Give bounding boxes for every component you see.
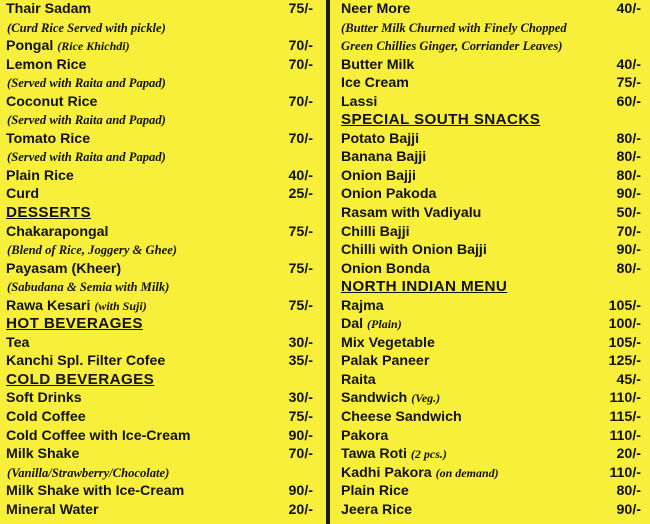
item-name: [341, 371, 376, 390]
item-name-text: Palak Paneer: [341, 353, 430, 370]
menu-item-lassi: [334, 93, 650, 112]
item-price: 70/-: [288, 446, 313, 463]
item-name: [6, 56, 86, 75]
item-price: 70/-: [288, 130, 313, 147]
item-name: [6, 37, 130, 56]
item-name: [341, 389, 440, 408]
item-price: 115/-: [609, 409, 641, 426]
item-name-text: Mix Vegetable: [341, 334, 435, 351]
item-name-text: Dal: [341, 316, 364, 333]
menu-column-left: [0, 0, 326, 519]
menu-item-cheese-sandwich: [334, 408, 650, 427]
column-divider: [326, 0, 330, 524]
item-name-text: Tomato Rice: [6, 130, 91, 147]
item-name: [341, 93, 377, 112]
item-price: 75/-: [288, 1, 313, 17]
item-name-text: Cold Coffee with Ice-Cream: [6, 427, 191, 444]
section-heading-text: NORTH INDIAN MENU: [341, 278, 508, 296]
item-name-text: Onion Pakoda: [341, 186, 437, 203]
menu-item-kadhi-pakora: [334, 464, 650, 483]
section-heading-desserts: [0, 204, 326, 223]
item-price: 70/-: [288, 38, 313, 55]
item-name-text: Pakora: [341, 427, 389, 444]
item-description-text: (Butter Milk Churned with Finely Chopped: [341, 20, 567, 35]
item-name: [341, 185, 436, 204]
item-description: [0, 74, 326, 93]
item-name-text: Neer More: [341, 1, 411, 17]
menu-item-onion-bonda: [334, 260, 650, 279]
item-price: 50/-: [616, 205, 641, 222]
menu-item-milk-shake-with-ice-cream: [0, 482, 326, 501]
item-description: [0, 148, 326, 167]
item-name: [6, 408, 86, 427]
item-name-text: Plain Rice: [341, 483, 409, 500]
menu-item-chilli-bajji: [334, 223, 650, 242]
item-name: [6, 93, 97, 112]
item-price: 20/-: [288, 501, 313, 518]
item-price: 100/-: [608, 316, 641, 333]
item-note: (Veg.): [411, 391, 441, 406]
item-name: [341, 56, 414, 75]
item-name: [341, 315, 402, 334]
item-price: 45/-: [616, 371, 641, 388]
item-note: (2 pcs.): [410, 447, 447, 462]
menu-item-payasam-kheer: [0, 260, 326, 279]
item-name-text: Tawa Roti: [341, 446, 407, 463]
item-name-text: Chilli with Onion Bajji: [341, 242, 487, 259]
item-name: [341, 204, 481, 223]
section-heading-text: DESSERTS: [6, 204, 92, 222]
item-note: (Rice Khichdi): [57, 39, 130, 54]
item-price: 90/-: [288, 427, 313, 444]
menu-item-lemon-rice: [0, 56, 326, 75]
item-description-text: (Vanilla/Strawberry/Chocolate): [7, 465, 170, 480]
section-heading-special-south-snacks: [334, 111, 650, 130]
item-price: 40/-: [616, 56, 641, 73]
item-price: 70/-: [288, 56, 313, 73]
item-price: 70/-: [288, 93, 313, 110]
menu-item-tea: [0, 334, 326, 353]
menu-item-onion-bajji: [334, 167, 650, 186]
item-price: 105/-: [608, 334, 641, 351]
section-heading-text: COLD BEVERAGES: [6, 370, 155, 388]
item-price: 90/-: [616, 501, 641, 518]
item-name: [6, 167, 74, 186]
item-description: [0, 19, 326, 38]
item-price: 80/-: [616, 130, 641, 147]
menu-column-right: [334, 0, 650, 519]
item-name-text: Chilli Bajji: [341, 223, 410, 240]
item-name-text: Jeera Rice: [341, 501, 412, 518]
item-description-text: (Sabudana & Semia with Milk): [7, 280, 170, 295]
item-note: (Plain): [367, 317, 402, 332]
section-heading-text: SPECIAL SOUTH SNACKS: [341, 111, 541, 129]
menu-item-jeera-rice: [334, 501, 650, 520]
menu-item-plain-rice: [0, 167, 326, 186]
item-name: [341, 427, 388, 446]
menu-item-mix-vegetable: [334, 334, 650, 353]
menu-item-thair-sadam: [0, 0, 326, 19]
item-name: [6, 297, 147, 316]
item-name: [6, 501, 99, 520]
item-name-text: Butter Milk: [341, 56, 415, 73]
item-name: [341, 352, 429, 371]
item-description: [0, 464, 326, 483]
item-name-text: Rawa Kesari: [6, 297, 91, 314]
item-price: 90/-: [616, 242, 641, 259]
item-name-text: Banana Bajji: [341, 149, 427, 166]
item-name: [341, 130, 419, 149]
item-name-text: Raita: [341, 371, 376, 388]
item-price: 75/-: [616, 75, 641, 92]
item-name: [6, 260, 121, 279]
item-description-text: (Blend of Rice, Joggery & Ghee): [7, 243, 177, 258]
item-name-text: Curd: [6, 186, 40, 203]
section-heading-hot-beverages: [0, 315, 326, 334]
item-description-text: Green Chillies Ginger, Corriander Leaves): [341, 39, 563, 54]
item-name-text: Cold Coffee: [6, 409, 86, 426]
item-description: [0, 111, 326, 130]
item-price: 75/-: [288, 260, 313, 277]
item-price: 125/-: [608, 353, 641, 370]
item-name: [341, 482, 409, 501]
item-price: 40/-: [616, 1, 641, 17]
item-name-text: Cheese Sandwich: [341, 409, 462, 426]
item-name-text: Potato Bajji: [341, 130, 420, 147]
item-price: 80/-: [616, 483, 641, 500]
menu-item-pakora: [334, 427, 650, 446]
item-name: [341, 501, 412, 520]
menu-item-palak-paneer: [334, 352, 650, 371]
item-price: 75/-: [288, 297, 313, 314]
menu-item-rasam-with-vadiyalu: [334, 204, 650, 223]
item-name: [341, 241, 487, 260]
menu-item-coconut-rice: [0, 93, 326, 112]
menu-item-rawa-kesari: [0, 297, 326, 316]
menu-item-soft-drinks: [0, 389, 326, 408]
item-name-text: Thair Sadam: [6, 1, 92, 17]
menu-item-chilli-with-onion-bajji: [334, 241, 650, 260]
item-description: [334, 37, 650, 56]
menu-item-cold-coffee: [0, 408, 326, 427]
item-name: [6, 0, 91, 19]
item-name: [341, 148, 426, 167]
item-name: [6, 334, 29, 353]
menu-item-banana-bajji: [334, 148, 650, 167]
menu-item-neer-more: [334, 0, 650, 19]
item-note: (on demand): [435, 465, 499, 480]
item-price: 80/-: [616, 260, 641, 277]
menu-item-dal: [334, 315, 650, 334]
item-name-text: Onion Bonda: [341, 260, 431, 277]
menu-item-cold-coffee-with-ice-cream: [0, 427, 326, 446]
menu-item-tomato-rice: [0, 130, 326, 149]
item-name-text: Lemon Rice: [6, 56, 87, 73]
item-price: 80/-: [616, 167, 641, 184]
menu-item-rajma: [334, 297, 650, 316]
item-name-text: Ice Cream: [341, 75, 409, 92]
section-heading-cold-beverages: [0, 371, 326, 390]
item-description-text: (Served with Raita and Papad): [7, 76, 166, 91]
item-name: [341, 167, 416, 186]
item-price: 20/-: [616, 446, 641, 463]
item-price: 70/-: [616, 223, 641, 240]
item-price: 105/-: [608, 297, 641, 314]
item-price: 110/-: [609, 427, 641, 444]
item-price: 25/-: [288, 186, 313, 203]
item-description-text: (Served with Raita and Papad): [7, 113, 166, 128]
item-name: [341, 74, 409, 93]
item-name: [341, 0, 410, 19]
menu-item-milk-shake: [0, 445, 326, 464]
item-name: [6, 223, 109, 242]
item-name: [6, 389, 82, 408]
item-price: 110/-: [609, 464, 641, 481]
item-name: [6, 445, 79, 464]
menu-item-potato-bajji: [334, 130, 650, 149]
item-price: 40/-: [288, 167, 313, 184]
item-price: 30/-: [288, 390, 313, 407]
menu-item-sandwich: [334, 389, 650, 408]
item-name-text: Coconut Rice: [6, 93, 98, 110]
menu-item-pongal: [0, 37, 326, 56]
menu-item-plain-rice: [334, 482, 650, 501]
item-price: 90/-: [616, 186, 641, 203]
menu-item-curd: [0, 185, 326, 204]
item-description: [334, 19, 650, 38]
item-name: [341, 334, 435, 353]
item-name-text: Kanchi Spl. Filter Cofee: [6, 353, 166, 370]
item-name-text: Milk Shake: [6, 446, 80, 463]
item-name-text: Milk Shake with Ice-Cream: [6, 483, 185, 500]
item-price: 30/-: [288, 334, 313, 351]
item-note: (with Suji): [94, 298, 147, 313]
item-description-text: (Served with Raita and Papad): [7, 150, 166, 165]
item-name: [341, 408, 462, 427]
menu-item-raita: [334, 371, 650, 390]
item-name-text: Plain Rice: [6, 167, 74, 184]
item-name-text: Rasam with Vadiyalu: [341, 205, 482, 222]
item-name-text: Lassi: [341, 93, 378, 110]
item-name: [341, 445, 447, 464]
item-name: [341, 297, 384, 316]
item-name: [341, 223, 410, 242]
item-price: 80/-: [616, 149, 641, 166]
item-description: [0, 278, 326, 297]
item-name: [6, 482, 184, 501]
menu-item-onion-pakoda: [334, 185, 650, 204]
item-name: [6, 185, 39, 204]
item-name-text: Onion Bajji: [341, 167, 416, 184]
item-name-text: Chakarapongal: [6, 223, 109, 240]
menu-item-tawa-roti: [334, 445, 650, 464]
item-description-text: (Curd Rice Served with pickle): [7, 20, 166, 35]
item-name-text: Soft Drinks: [6, 390, 82, 407]
section-heading-north-indian-menu: [334, 278, 650, 297]
item-name: [341, 464, 499, 483]
item-price: 75/-: [288, 409, 313, 426]
item-price: 35/-: [288, 353, 313, 370]
item-price: 110/-: [609, 390, 641, 407]
menu-item-chakarapongal: [0, 223, 326, 242]
item-name: [6, 352, 165, 371]
menu-item-ice-cream: [334, 74, 650, 93]
item-price: 75/-: [288, 223, 313, 240]
item-name-text: Tea: [6, 334, 30, 351]
item-price: 90/-: [288, 483, 313, 500]
item-name-text: Pongal: [6, 38, 54, 55]
item-description: [0, 241, 326, 260]
item-name-text: Kadhi Pakora: [341, 464, 432, 481]
item-name: [341, 260, 430, 279]
menu-item-mineral-water: [0, 501, 326, 520]
item-price: 60/-: [616, 93, 641, 110]
menu-item-butter-milk: [334, 56, 650, 75]
menu-item-kanchi-spl-filter-cofee: [0, 352, 326, 371]
item-name-text: Sandwich: [341, 390, 408, 407]
item-name: [6, 427, 190, 446]
item-name: [6, 130, 90, 149]
item-name-text: Mineral Water: [6, 501, 99, 518]
section-heading-text: HOT BEVERAGES: [6, 315, 143, 333]
item-name-text: Payasam (Kheer): [6, 260, 122, 277]
item-name-text: Rajma: [341, 297, 384, 314]
